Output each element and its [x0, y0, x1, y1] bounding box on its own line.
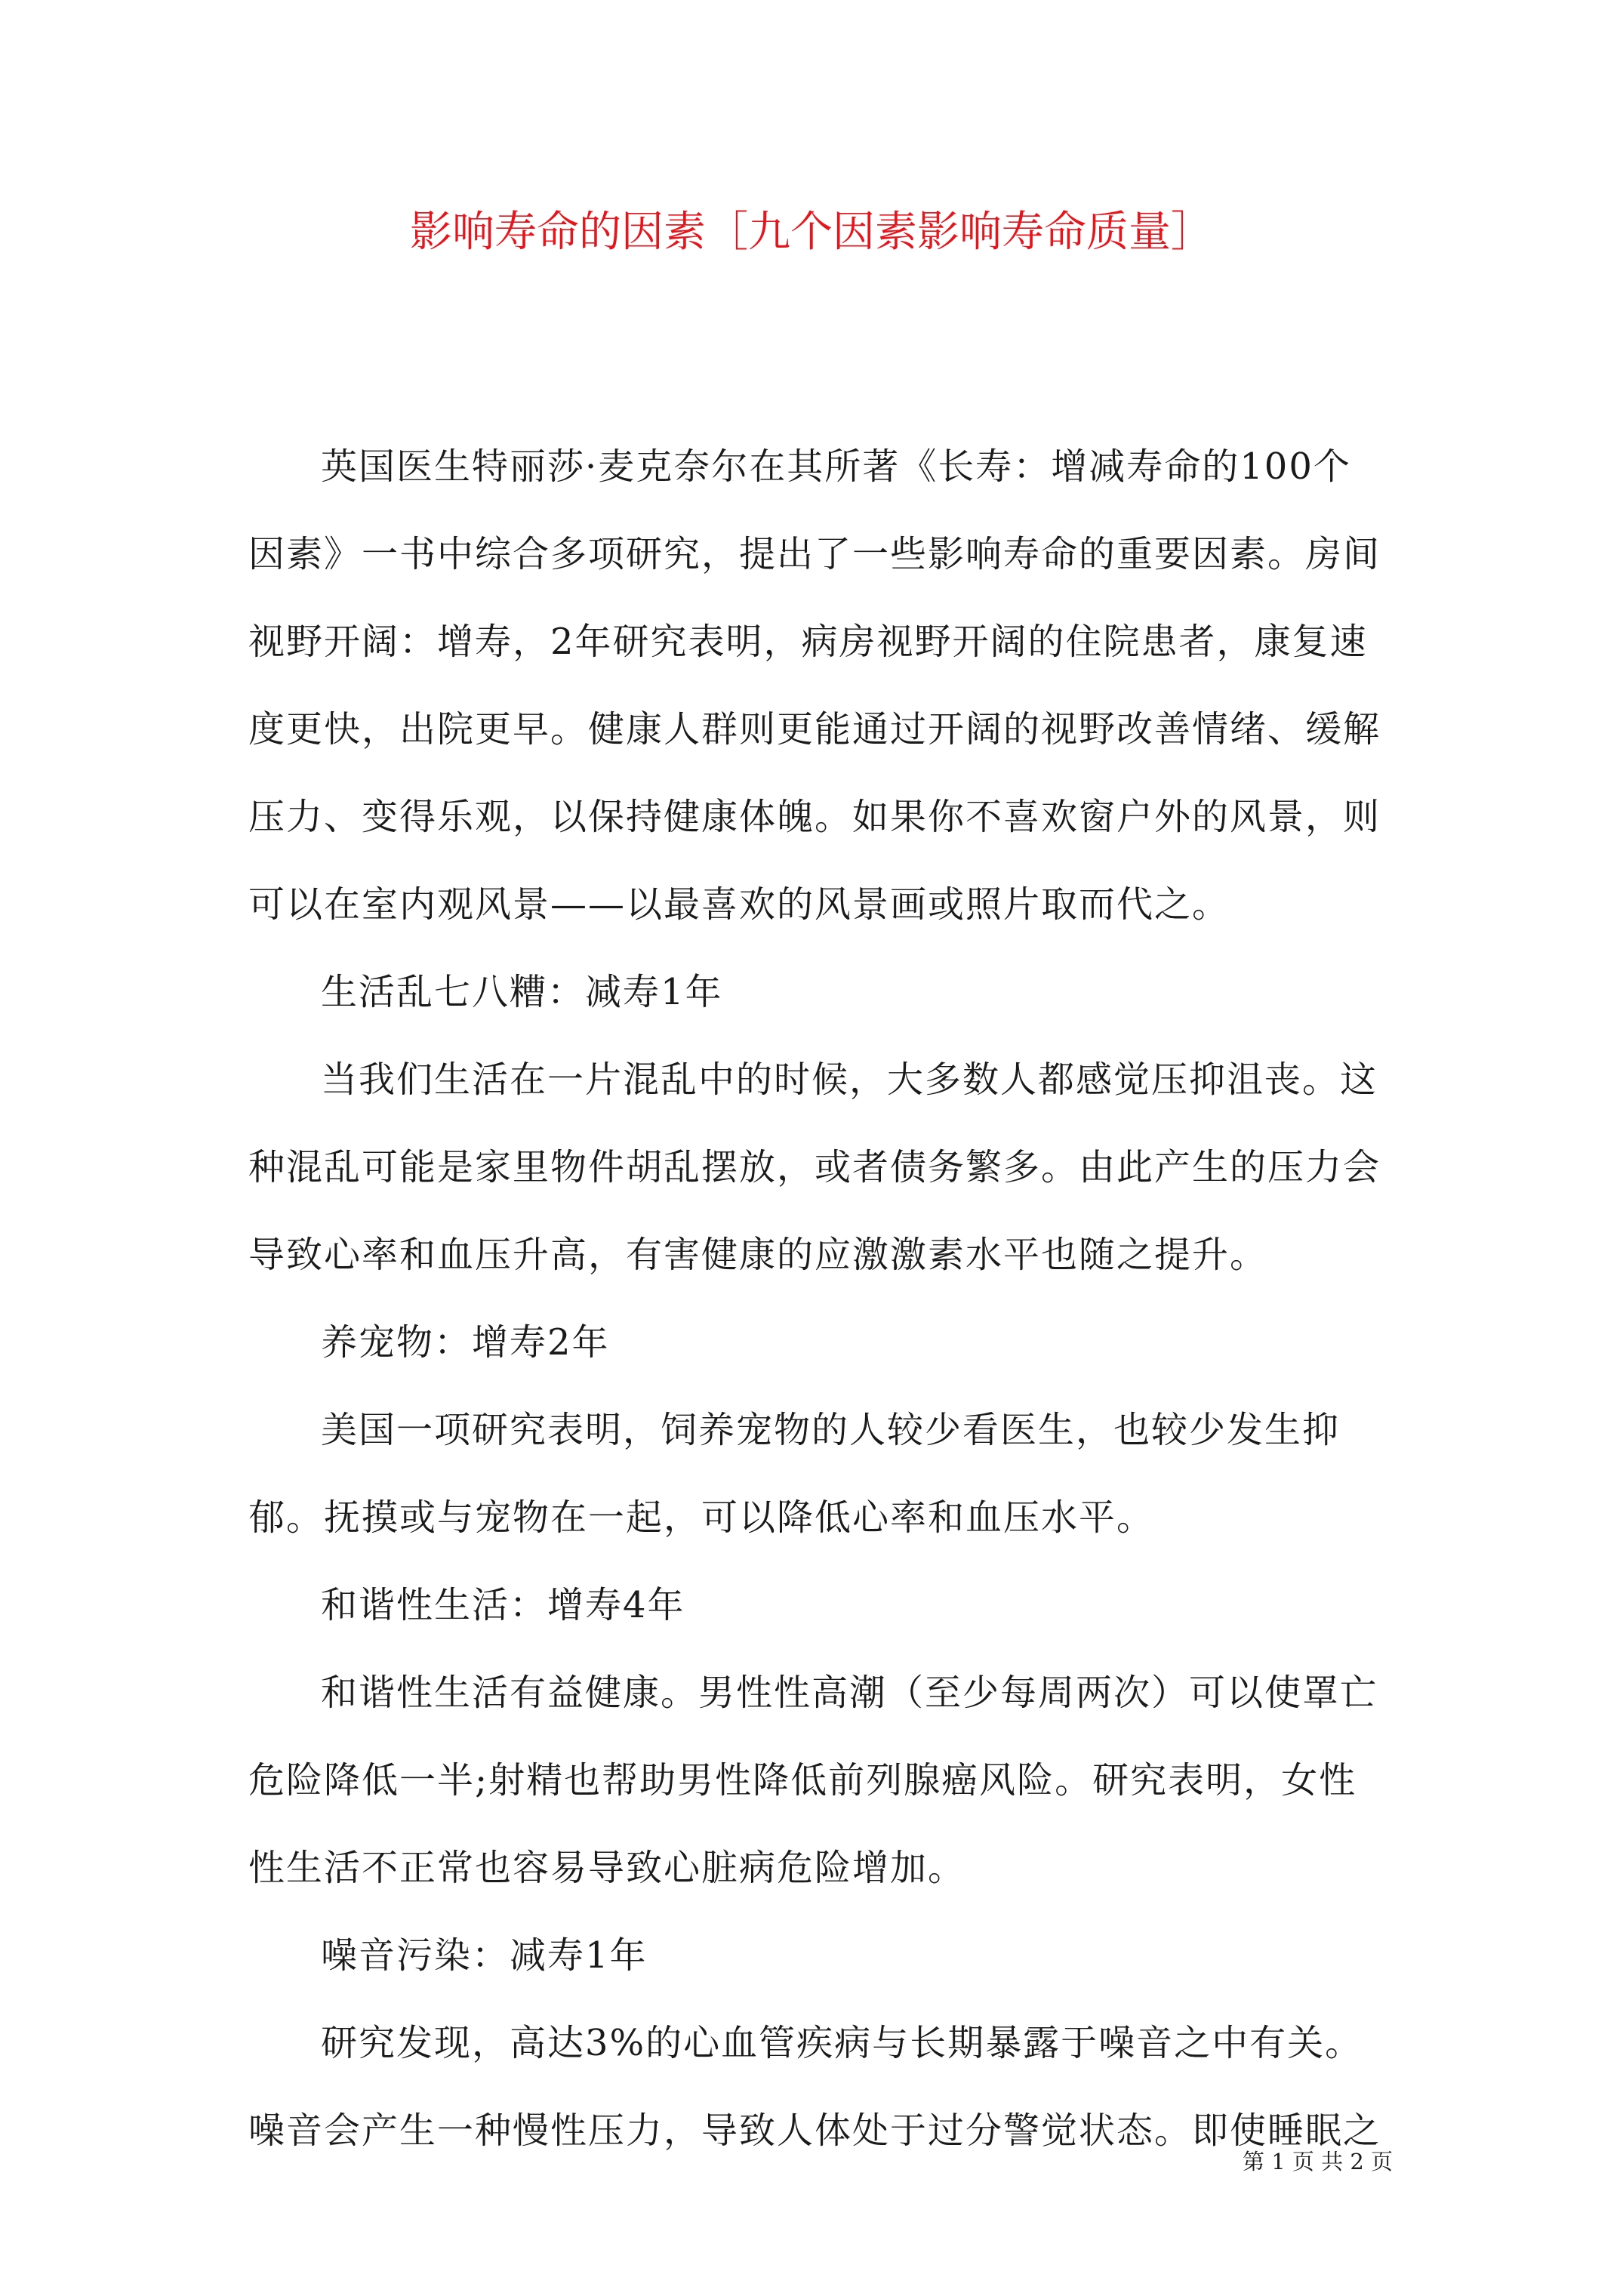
paragraph-messy-life: 当我们生活在一片混乱中的时候，大多数人都感觉压抑沮丧。这种混乱可能是家里物件胡乱摆放，或者债务繁多。由此产生的压力会导致心率和血压升高，有害健康的应激激素水平也随之提升。 — [248, 1059, 1381, 1276]
paragraph-sex-life: 和谐性生活有益健康。男性性高潮（至少每周两次）可以使罩亡危险降低一半;射精也帮助男性降低前列腺癌风险。研究表明，女性性生活不正常也容易导致心脏病危险增加。 — [248, 1672, 1378, 1889]
heading-messy-life: 生活乱七八糟：减寿1年 — [321, 971, 723, 1013]
heading-sex-life: 和谐性生活：增寿4年 — [321, 1584, 685, 1626]
page-number-footer: 第 1 页 共 2 页 — [1243, 2149, 1393, 2174]
document-body — [248, 423, 1388, 2174]
heading-pets: 养宠物：增寿2年 — [321, 1321, 610, 1364]
paragraph-pets: 美国一项研究表明，饲养宠物的人较少看医生，也较少发生抑郁。抚摸或与宠物在一起，可以降低心率和血压水平。 — [248, 1409, 1341, 1539]
paragraph-noise: 研究发现，高达3%的心血管疾病与长期暴露于噪音之中有关。噪音会产生一种慢性压力，导致人体处于过分警觉状态。即使睡眠之 — [248, 2022, 1381, 2152]
heading-noise: 噪音污染：减寿1年 — [321, 1934, 648, 1977]
document-title: 影响寿命的因素［九个因素影响寿命质量］ — [410, 208, 1213, 257]
paragraph-intro: 英国医生特丽莎·麦克奈尔在其所著《长寿：增减寿命的100个因素》一书中综合多项研究，提出了一些影响寿命的重要因素。房间视野开阔：增寿，2年研究表明，病房视野开阔的住院患者，康复速度更快，出院更早。健康人群则更能通过开阔的视野改善情绪、缓解压力、变得乐观，以保持健康体魄。如果你不喜欢窗户外的风景，则可以在室内观风景——以最喜欢的风景画或照片取而代之。 — [248, 445, 1381, 926]
